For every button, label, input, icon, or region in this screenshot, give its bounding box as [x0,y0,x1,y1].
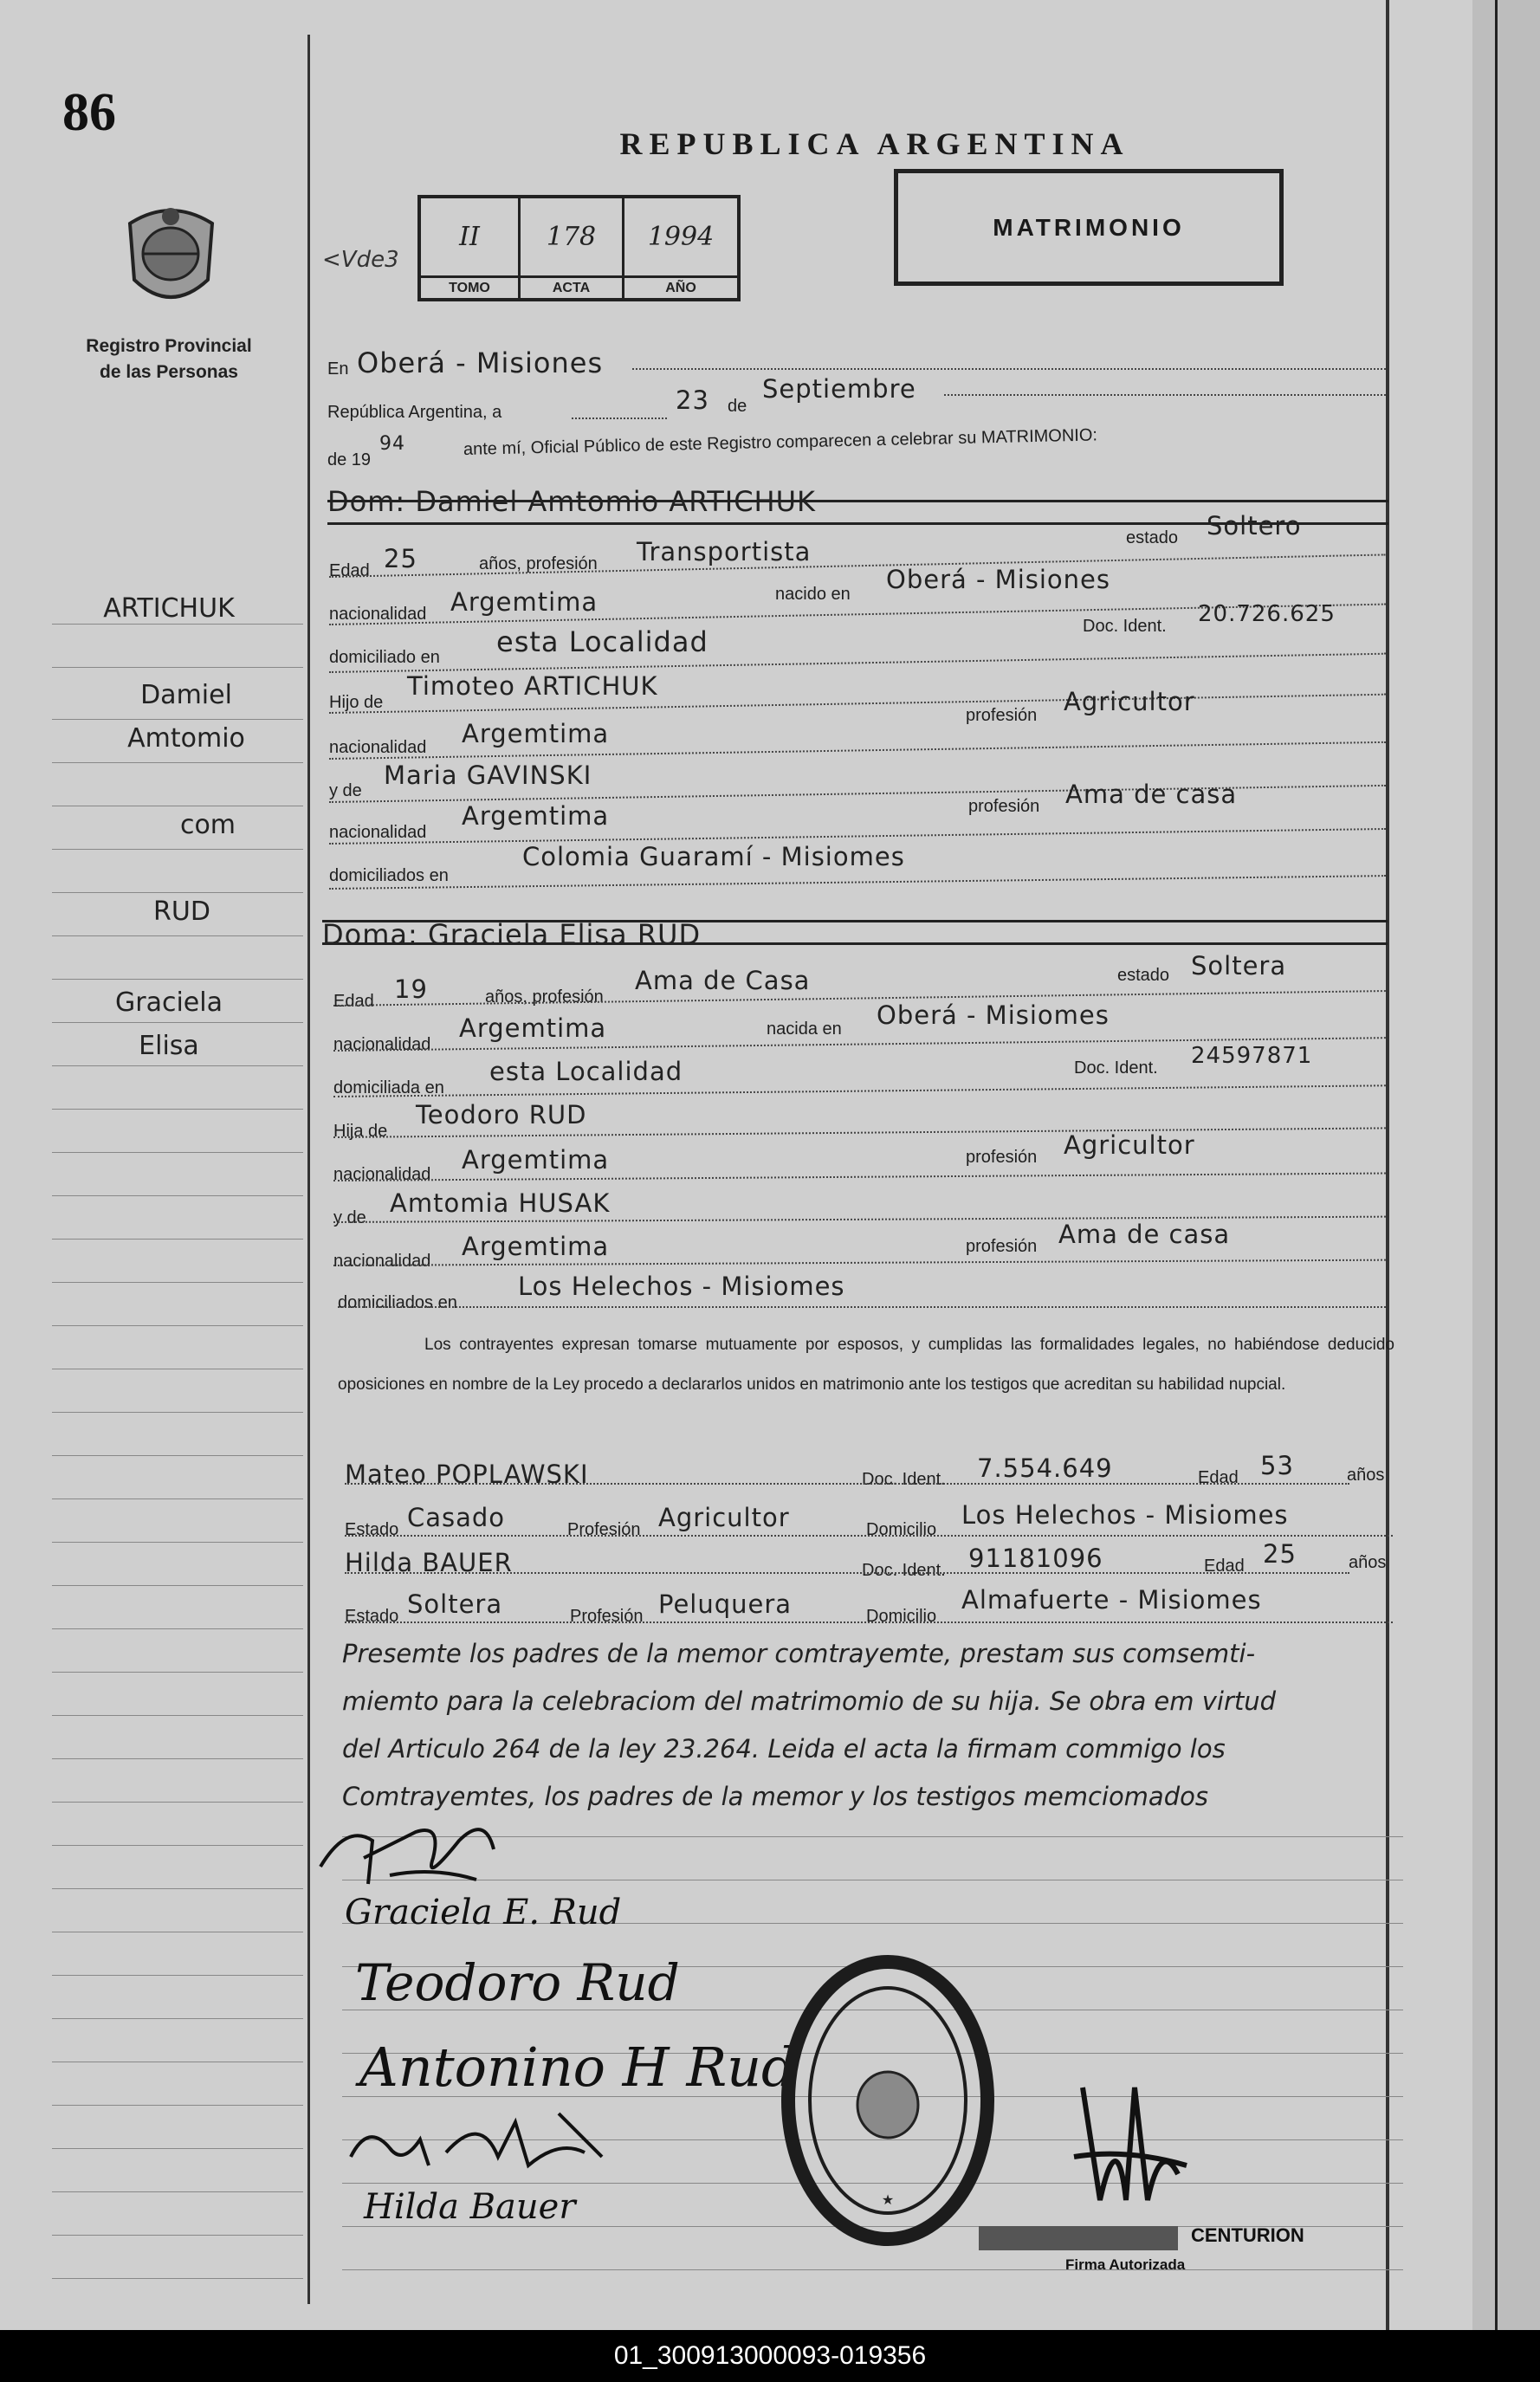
margin-ruling [52,667,303,668]
witness1-signature-icon [342,2105,628,2183]
official-seal-icon [780,1953,996,2248]
bride-nacida: Oberá - Misiomes [877,1000,1110,1030]
signature-father: Teodoro Rud [355,1953,680,2012]
year-suffix: 94 [379,433,405,455]
bride-nac-label: nacionalidad [333,1035,431,1054]
groom-y-de-label: y de [329,781,362,800]
signature-bride: Graciela E. Rud [345,1893,622,1932]
witness2-anos: años [1349,1553,1387,1572]
fill-line [345,1535,1393,1537]
anio-label: AÑO [624,275,737,298]
bride-doc: 24597871 [1191,1043,1313,1069]
bride-dom-label: domiciliada en [333,1078,444,1097]
notes-block [342,1630,1407,1821]
bride-mother: Amtomia HUSAK [390,1188,611,1218]
bride-name: Doma: Graciela Elisa RUD [322,918,702,951]
groom-mother-prof: Ama de casa [1065,780,1238,809]
witness1-edad-label: Edad [1198,1468,1239,1487]
registry-line-1: Registro Provincial [86,336,252,356]
groom-edad-label: Edad [329,561,370,580]
margin-line [307,35,310,2304]
witness1-name: Mateo POPLAWSKI [345,1460,589,1489]
bride-padres-dom: Los Helechos - Misiomes [518,1272,845,1301]
groom-name: Dom: Damiel Amtomio ARTICHUK [327,485,816,518]
margin-ruling [52,1325,303,1326]
margin-ruling [52,935,303,936]
margin-ruling [52,762,303,763]
matrimonio-label: MATRIMONIO [993,213,1185,241]
volume-annotation: <Vde3 [322,247,399,273]
fill-line [329,875,1386,890]
note-line-3: del Articulo 264 de la ley 23.264. Leida el acta la firmam commigo los [342,1734,1226,1764]
note-line-2: miemto para la celebraciom del matrimomio de su hija. Se obra em virtud [342,1686,1277,1716]
month-value: Septiembre [762,374,916,404]
groom-nacido: Oberá - Misiones [886,565,1110,594]
margin-con: com [179,810,236,840]
margin-ruling [52,1022,303,1023]
witness2-profesion: Peluquera [658,1589,793,1619]
margin-ruling [52,2278,303,2279]
bride-father: Teodoro RUD [416,1100,587,1130]
margin-ruling [52,1239,303,1240]
bride-mother-nac-label: nacionalidad [333,1252,431,1271]
bride-profesion: Ama de Casa [635,966,811,995]
margin-groom-surname: ARTICHUK [103,593,235,624]
witness2-edad-label: Edad [1204,1557,1245,1576]
witness1-domicilio: Los Helechos - Misiomes [961,1500,1289,1530]
bride-mother-prof: Ama de casa [1058,1220,1231,1249]
groom-father-prof-label: profesión [966,706,1038,725]
margin-ruling [52,1585,303,1586]
groom-nacionalidad: Argemtima [450,587,599,617]
redacted-bar [979,2226,1178,2250]
bride-mother-nac: Argemtima [462,1232,610,1261]
bride-padres-dom-label: domiciliados en [338,1293,457,1312]
note-line-4: Comtrayemtes, los padres de la memor y los testigos memciomados [342,1782,1208,1811]
tomo-label: TOMO [421,275,521,298]
margin-ruling [52,1282,303,1283]
officer-signature-icon [312,1806,511,1897]
bride-rule [322,942,1388,945]
fill-line [345,1572,1349,1574]
bride-edad-label: Edad [333,992,374,1011]
fill-line [944,394,1386,396]
margin-ruling [52,892,303,893]
groom-profesion: Transportista [637,537,812,566]
margin-ruling [52,1672,303,1673]
witness1-profesion: Agricultor [658,1503,790,1532]
groom-mother-nac-label: nacionalidad [329,823,427,842]
margin-ruling [52,1628,303,1629]
groom-father-prof: Agricultor [1064,687,1195,716]
groom-mother-prof-label: profesión [968,797,1040,816]
witness2-domicilio: Almafuerte - Misiomes [961,1585,1262,1615]
margin-ruling [52,1109,303,1110]
groom-doc: 20.726.625 [1198,601,1336,627]
margin-groom-first-1: Damiel [140,680,232,710]
margin-ruling [52,2191,303,2192]
groom-doc-label: Doc. Ident. [1083,617,1167,636]
margin-ruling [52,1195,303,1196]
margin-ruling [52,624,303,625]
bride-nacida-label: nacida en [767,1019,842,1039]
body-ruling [342,2269,1403,2270]
witness1-dom-label: Domicilio [866,1520,937,1539]
acta-value: 178 [521,198,624,275]
registry-line-2: de las Personas [100,362,238,382]
note-line-1: Presemte los padres de la memor comtrayemte, prestam sus comsemti- [342,1639,1256,1668]
republica-label: República Argentina, a [327,403,502,422]
margin-ruling [52,1975,303,1976]
groom-dom-label: domiciliado en [329,648,440,667]
comparecen-text: ante mí, Oficial Público de este Registro comparecen a celebrar su MATRIMONIO: [463,425,1098,459]
bride-father-nac-label: nacionalidad [333,1165,431,1184]
signature-witness2: Hilda Bauer [364,2187,576,2227]
bride-nacionalidad: Argemtima [459,1013,607,1043]
right-margin-line [1386,0,1389,2330]
margin-bride-first-1: Graciela [115,987,223,1018]
signature-mother: Antonino H Rud [359,2036,796,2099]
coat-of-arms-icon [121,197,221,314]
witness2-dom-label: Domicilio [866,1607,937,1626]
margin-ruling [52,2235,303,2236]
fill-line [345,1483,1349,1485]
witness1-edad: 53 [1260,1451,1294,1480]
bride-domicilio: esta Localidad [489,1057,683,1086]
witness2-doc-label: Doc. Ident. [862,1561,946,1580]
groom-padres-dom-label: domiciliados en [329,866,449,885]
document-title: REPUBLICA ARGENTINA [619,126,1130,161]
bride-rule-top [322,920,1388,922]
groom-edad: 25 [384,544,417,573]
witness1-estado: Casado [407,1503,506,1532]
fill-line [632,368,1386,370]
registry-label [52,333,286,385]
groom-hijo-label: Hijo de [329,693,384,712]
margin-ruling [52,1715,303,1716]
groom-rule-top [327,500,1388,502]
witness1-anos: años [1347,1466,1385,1485]
fill-line [338,1306,1386,1308]
margin-groom-first-2: Amtomio [127,723,245,754]
groom-estado: Soltero [1207,511,1302,540]
groom-father-nac-label: nacionalidad [329,738,427,757]
svg-text:★: ★ [881,2193,895,2208]
acta-label: ACTA [521,275,624,298]
bride-mother-prof-label: profesión [966,1237,1038,1256]
margin-bride-surname: RUD [153,896,210,927]
official-signature-icon [1065,2070,1195,2226]
groom-nac-label: nacionalidad [329,605,427,624]
groom-anos-label: años, profesión [479,554,598,573]
groom-father: Timoteo ARTICHUK [407,671,658,701]
witness1-doc: 7.554.649 [977,1453,1113,1483]
year-prefix: de 19 [327,450,372,469]
matrimonio-box [894,169,1284,286]
margin-ruling [52,1065,303,1066]
bride-estado-label: estado [1117,966,1170,985]
margin-ruling [52,979,303,980]
groom-father-nac: Argemtima [462,719,610,748]
witness1-prof-label: Profesión [567,1520,641,1539]
margin-ruling [52,1845,303,1846]
en-label: En [327,359,349,379]
groom-domicilio: esta Localidad [496,625,709,658]
witness2-name: Hilda BAUER [345,1548,513,1577]
margin-ruling [52,1542,303,1543]
witness2-edad: 25 [1263,1539,1297,1569]
witness2-doc: 91181096 [968,1544,1103,1573]
margin-bride-first-2: Elisa [139,1031,199,1061]
witness2-prof-label: Profesión [570,1607,644,1626]
margin-ruling [52,1455,303,1456]
margin-ruling [52,849,303,850]
bride-anos-label: años, profesión [485,987,604,1007]
fill-line [572,417,667,419]
groom-estado-label: estado [1126,528,1179,547]
tomo-acta-box [417,195,741,301]
page-edge [1472,0,1540,2330]
stamp-caption-2: Firma Autorizada [1065,2256,1186,2273]
bride-doc-label: Doc. Ident. [1074,1058,1158,1078]
margin-ruling [52,719,303,720]
tomo-value: II [421,198,521,275]
anio-value: 1994 [647,222,715,252]
margin-ruling [52,1412,303,1413]
page-number: 86 [62,83,116,142]
groom-nacido-label: nacido en [775,585,851,604]
witness1-doc-label: Doc. Ident. [862,1470,946,1489]
groom-mother-nac: Argemtima [462,801,610,831]
margin-ruling [52,1802,303,1803]
groom-padres-dom: Colomia Guaramí - Misiomes [522,842,905,871]
bride-father-prof-label: profesión [966,1148,1038,1167]
place-value: Oberá - Misiones [357,346,604,379]
declaration-paragraph: Los contrayentes expresan tomarse mutuamente por esposos, y cumplidas las formalidades legales, no habiéndose deducido oposiciones en nombre de la Ley procedo a declararlos unidos en matrimonio ante los testigos que acreditan su habilidad nupcial. [338,1336,1394,1394]
bride-edad: 19 [394,974,428,1004]
bride-estado: Soltera [1191,951,1287,981]
stamp-caption: CENTURION [1191,2224,1304,2246]
margin-ruling [52,1498,303,1499]
witness2-estado: Soltera [407,1589,503,1619]
margin-ruling [52,2018,303,2019]
margin-ruling [52,1758,303,1759]
groom-mother: Maria GAVINSKI [384,761,592,790]
fill-line [345,1621,1393,1623]
witness1-estado-label: Estado [345,1520,399,1539]
bride-hija-label: Hija de [333,1122,388,1141]
bride-father-prof: Agricultor [1064,1130,1195,1160]
fill-line [333,1084,1386,1097]
de-label: de [728,397,747,416]
bride-father-nac: Argemtima [462,1145,610,1175]
bride-y-de-label: y de [333,1208,366,1227]
margin-ruling [52,2148,303,2149]
fill-line [329,653,1386,673]
witness2-estado-label: Estado [345,1607,399,1626]
day-value: 23 [676,385,709,415]
margin-ruling [52,1888,303,1889]
margin-ruling [52,1152,303,1153]
margin-ruling [52,2105,303,2106]
footer-id: 01_300913000093-019356 [0,2330,1540,2382]
